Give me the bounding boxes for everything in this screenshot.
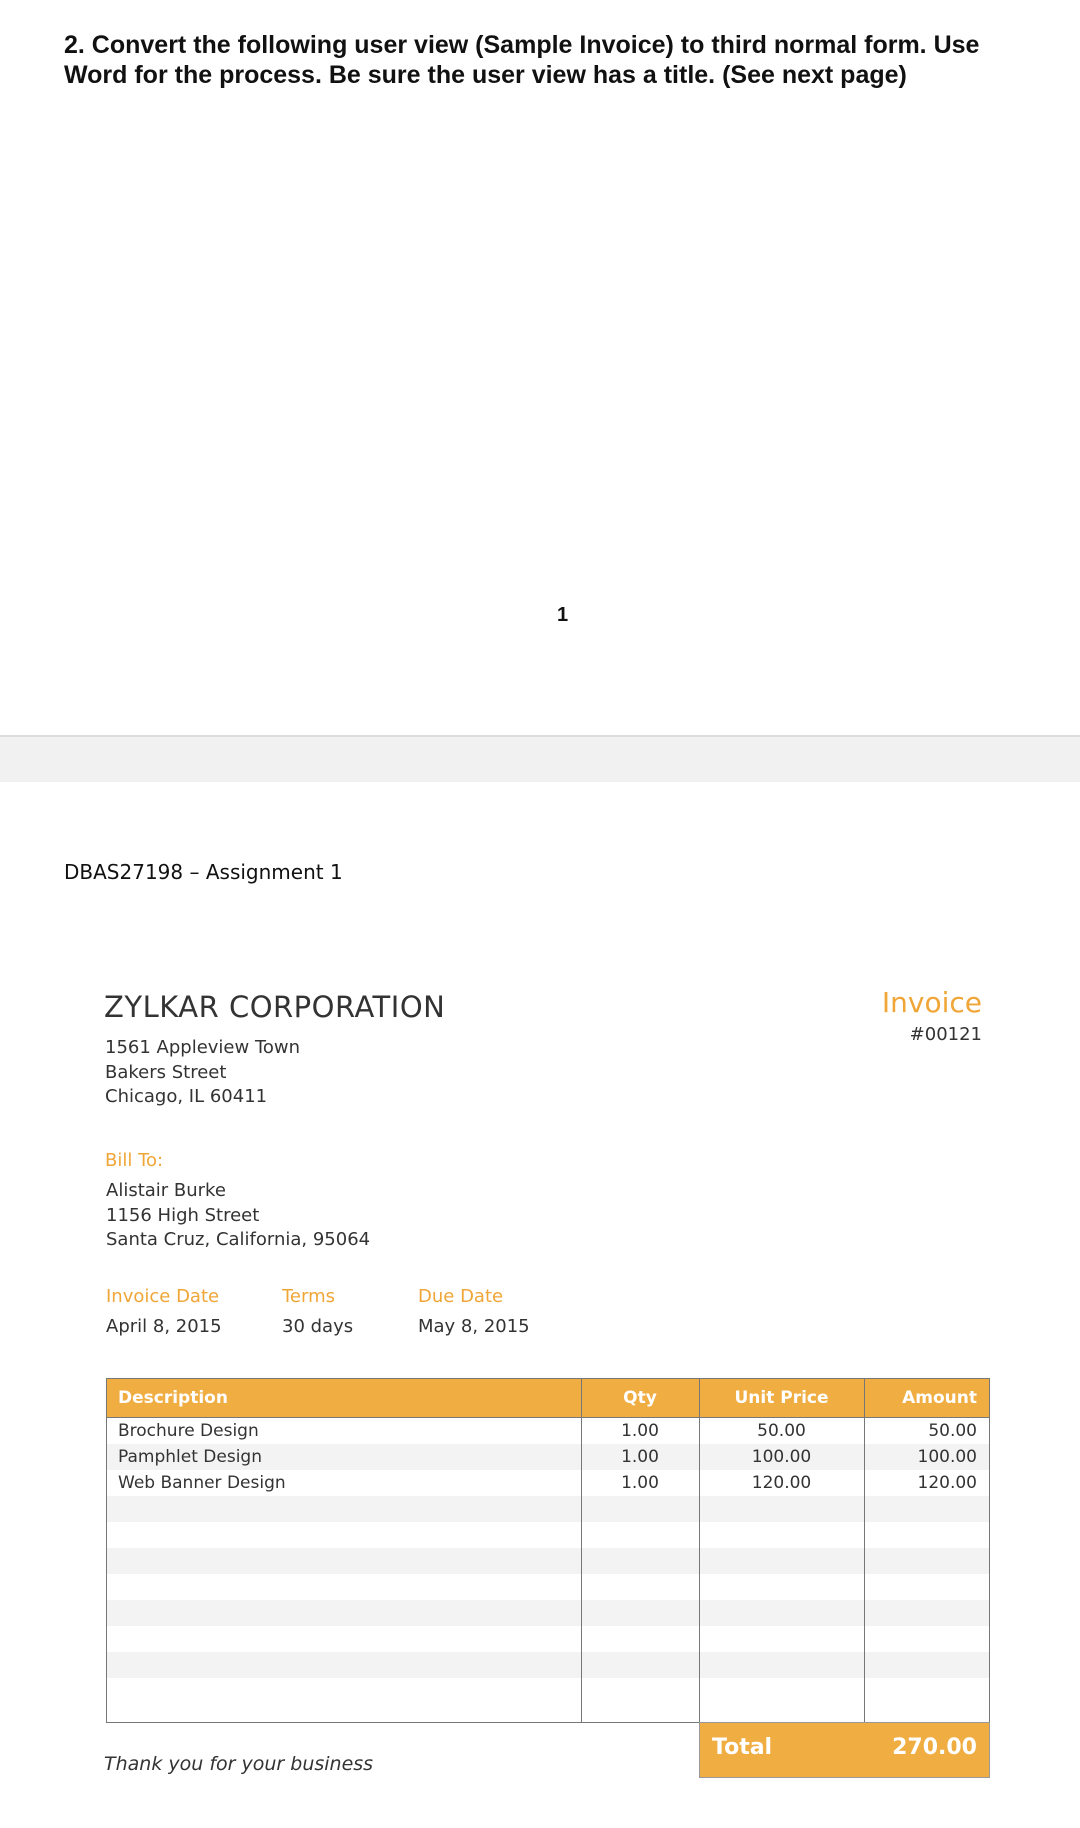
column-divider [581, 1379, 582, 1722]
company-address-line: Chicago, IL 60411 [105, 1086, 268, 1107]
bill-to-address [106, 1179, 370, 1253]
table-row [107, 1470, 989, 1496]
bill-to-line: Santa Cruz, California, 95064 [106, 1229, 371, 1250]
table-row-empty [107, 1496, 989, 1522]
invoice-date-label: Invoice Date [106, 1286, 220, 1307]
bill-to-line: 1156 High Street [106, 1204, 260, 1226]
bill-to-label: Bill To: [105, 1150, 164, 1171]
table-row [107, 1418, 989, 1444]
page-separator [0, 735, 1080, 784]
terms [282, 1286, 353, 1337]
item-unit-price: 120.00 [751, 1473, 812, 1493]
table-row-empty [107, 1652, 989, 1678]
table-row-empty [107, 1600, 989, 1626]
bill-to-line: Alistair Burke [106, 1180, 226, 1201]
due-date [418, 1286, 530, 1337]
table-row-empty [107, 1574, 989, 1600]
invoice-number: #00121 [909, 1024, 982, 1045]
item-description: Brochure Design [118, 1421, 259, 1441]
item-qty: 1.00 [621, 1421, 659, 1441]
item-description: Web Banner Design [118, 1473, 286, 1493]
document-header: DBAS27198 – Assignment 1 [64, 860, 343, 884]
column-header-amount: Amount [902, 1388, 977, 1408]
column-header-qty: Qty [623, 1388, 657, 1408]
total-label: Total [712, 1735, 773, 1760]
terms-value: 30 days [282, 1316, 354, 1337]
company-address-line: Bakers Street [105, 1061, 227, 1083]
page-1 [0, 0, 1080, 735]
thank-you-note: Thank you for your business [104, 1753, 374, 1775]
company-address [105, 1036, 300, 1110]
item-amount: 120.00 [917, 1473, 977, 1493]
column-divider [699, 1379, 700, 1722]
column-divider [864, 1379, 865, 1722]
invoice-date-value: April 8, 2015 [106, 1316, 222, 1337]
company-name: ZYLKAR CORPORATION [104, 990, 446, 1024]
item-qty: 1.00 [621, 1447, 659, 1467]
table-row-empty [107, 1548, 989, 1574]
item-unit-price: 50.00 [757, 1421, 806, 1441]
item-description: Pamphlet Design [118, 1447, 262, 1467]
company-address-line: 1561 Appleview Town [105, 1037, 301, 1058]
item-amount: 100.00 [917, 1447, 977, 1467]
due-date-value: May 8, 2015 [418, 1316, 530, 1337]
table-header [107, 1379, 989, 1418]
table-row-empty [107, 1522, 989, 1548]
due-date-label: Due Date [418, 1286, 504, 1307]
total-box [699, 1722, 990, 1778]
invoice-date [106, 1286, 222, 1337]
table-row [107, 1444, 989, 1470]
table-row-empty [107, 1626, 989, 1652]
column-header-description: Description [118, 1388, 228, 1408]
item-qty: 1.00 [621, 1473, 659, 1493]
page-number: 1 [556, 604, 569, 626]
item-unit-price: 100.00 [751, 1447, 812, 1467]
question-text: 2. Convert the following user view (Sample Invoice) to third normal form. Use Word for the process. Be sure the user view has a title. (See next page) [64, 31, 980, 89]
terms-label: Terms [282, 1286, 336, 1307]
line-items-table [106, 1378, 990, 1723]
total-value: 270.00 [892, 1735, 977, 1760]
item-amount: 50.00 [928, 1421, 977, 1441]
page-2 [0, 782, 1080, 1828]
table-row-empty [107, 1678, 989, 1704]
invoice-title: Invoice [881, 986, 982, 1019]
column-header-unit-price: Unit Price [734, 1388, 829, 1408]
